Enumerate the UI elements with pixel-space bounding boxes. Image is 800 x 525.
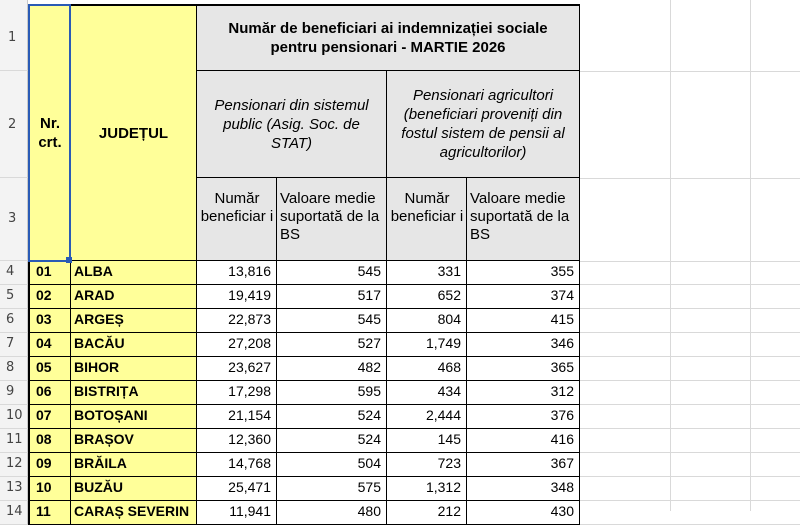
cell-pub-count[interactable]: 27,208: [197, 333, 277, 357]
cell-agr-value[interactable]: 365: [467, 357, 580, 381]
cell-county[interactable]: ARGEȘ: [71, 309, 197, 333]
cell-code[interactable]: 04: [28, 333, 71, 357]
cell-code[interactable]: 10: [28, 477, 71, 501]
grid-line: [580, 404, 800, 405]
grid-line: [580, 332, 800, 333]
cell-code[interactable]: 11: [28, 501, 71, 525]
header-agr-value[interactable]: Valoare medie suportată de la BS: [467, 178, 580, 261]
cell-code[interactable]: 01: [28, 261, 71, 285]
row-header[interactable]: 12: [0, 453, 28, 477]
cell-agr-count[interactable]: 1,749: [387, 333, 467, 357]
row-header[interactable]: 6: [0, 309, 28, 333]
cell-pub-count[interactable]: 19,419: [197, 285, 277, 309]
cell-pub-count[interactable]: 23,627: [197, 357, 277, 381]
cell-agr-count[interactable]: 331: [387, 261, 467, 285]
header-nr-crt[interactable]: Nr. crt.: [28, 4, 71, 261]
cell-county[interactable]: BACĂU: [71, 333, 197, 357]
grid-line: [580, 500, 800, 501]
cell-county[interactable]: BOTOȘANI: [71, 405, 197, 429]
cell-agr-count[interactable]: 212: [387, 501, 467, 525]
header-agr-count[interactable]: Număr beneficiar i: [387, 178, 467, 261]
cell-county[interactable]: BRAȘOV: [71, 429, 197, 453]
cell-agr-count[interactable]: 468: [387, 357, 467, 381]
grid-line: [750, 0, 751, 511]
row-header[interactable]: 8: [0, 357, 28, 381]
row-header-2[interactable]: 2: [0, 71, 28, 178]
header-group-public[interactable]: Pensionari din sistemul public (Asig. Soc. de STAT): [197, 71, 387, 178]
cell-county[interactable]: ARAD: [71, 285, 197, 309]
cell-county[interactable]: ALBA: [71, 261, 197, 285]
cell-code[interactable]: 07: [28, 405, 71, 429]
cell-agr-value[interactable]: 416: [467, 429, 580, 453]
cell-pub-count[interactable]: 22,873: [197, 309, 277, 333]
header-pub-count[interactable]: Număr beneficiar i: [197, 178, 277, 261]
cell-pub-value[interactable]: 480: [277, 501, 387, 525]
header-pub-value[interactable]: Valoare medie suportată de la BS: [277, 178, 387, 261]
grid-line: [580, 428, 800, 429]
cell-agr-count[interactable]: 2,444: [387, 405, 467, 429]
cell-pub-value[interactable]: 545: [277, 261, 387, 285]
row-header[interactable]: 11: [0, 429, 28, 453]
grid-line: [580, 284, 800, 285]
cell-agr-value[interactable]: 376: [467, 405, 580, 429]
cell-code[interactable]: 08: [28, 429, 71, 453]
cell-agr-value[interactable]: 367: [467, 453, 580, 477]
cell-county[interactable]: BRĂILA: [71, 453, 197, 477]
cell-code[interactable]: 06: [28, 381, 71, 405]
cell-pub-value[interactable]: 595: [277, 381, 387, 405]
cell-pub-value[interactable]: 517: [277, 285, 387, 309]
cell-pub-count[interactable]: 12,360: [197, 429, 277, 453]
cell-agr-count[interactable]: 1,312: [387, 477, 467, 501]
cell-county[interactable]: BUZĂU: [71, 477, 197, 501]
row-header-3[interactable]: 3: [0, 178, 28, 261]
cell-pub-value[interactable]: 524: [277, 429, 387, 453]
grid-line: [580, 308, 800, 309]
grid-line: [580, 178, 800, 179]
cell-agr-value[interactable]: 430: [467, 501, 580, 525]
grid-line: [580, 476, 800, 477]
header-main-title[interactable]: Număr de beneficiari ai indemnizației sociale pentru pensionari - MARTIE 2026: [197, 4, 580, 71]
cell-pub-value[interactable]: 504: [277, 453, 387, 477]
cell-code[interactable]: 09: [28, 453, 71, 477]
row-header-1[interactable]: 1: [0, 0, 28, 71]
cell-agr-count[interactable]: 804: [387, 309, 467, 333]
cell-agr-value[interactable]: 312: [467, 381, 580, 405]
cell-pub-value[interactable]: 527: [277, 333, 387, 357]
row-header[interactable]: 7: [0, 333, 28, 357]
cell-pub-count[interactable]: 14,768: [197, 453, 277, 477]
cell-agr-count[interactable]: 652: [387, 285, 467, 309]
grid-line: [580, 71, 800, 72]
cell-agr-count[interactable]: 723: [387, 453, 467, 477]
row-header[interactable]: 5: [0, 285, 28, 309]
cell-pub-count[interactable]: 11,941: [197, 501, 277, 525]
row-header[interactable]: 13: [0, 477, 28, 501]
grid-line: [580, 380, 800, 381]
cell-agr-count[interactable]: 145: [387, 429, 467, 453]
cell-code[interactable]: 02: [28, 285, 71, 309]
cell-pub-count[interactable]: 17,298: [197, 381, 277, 405]
grid-line: [580, 356, 800, 357]
cell-county[interactable]: BISTRIȚA: [71, 381, 197, 405]
grid-line: [670, 0, 671, 511]
cell-county[interactable]: BIHOR: [71, 357, 197, 381]
row-header[interactable]: 14: [0, 501, 28, 525]
cell-pub-count[interactable]: 13,816: [197, 261, 277, 285]
row-header[interactable]: 10: [0, 405, 28, 429]
cell-code[interactable]: 03: [28, 309, 71, 333]
cell-agr-value[interactable]: 346: [467, 333, 580, 357]
row-header[interactable]: 4: [0, 261, 28, 285]
header-judetul[interactable]: JUDEȚUL: [71, 4, 197, 261]
cell-pub-count[interactable]: 21,154: [197, 405, 277, 429]
fill-handle[interactable]: [66, 257, 72, 263]
grid-line: [580, 261, 800, 262]
cell-pub-value[interactable]: 524: [277, 405, 387, 429]
cell-agr-value[interactable]: 355: [467, 261, 580, 285]
cell-agr-value[interactable]: 374: [467, 285, 580, 309]
cell-county[interactable]: CARAȘ SEVERIN: [71, 501, 197, 525]
cell-pub-value[interactable]: 545: [277, 309, 387, 333]
header-group-agri[interactable]: Pensionari agricultori (beneficiari proveniți din fostul sistem de pensii al agricultorilor): [387, 71, 580, 178]
cell-code[interactable]: 05: [28, 357, 71, 381]
grid-line: [580, 452, 800, 453]
cell-pub-value[interactable]: 482: [277, 357, 387, 381]
cell-agr-value[interactable]: 348: [467, 477, 580, 501]
cell-agr-value[interactable]: 415: [467, 309, 580, 333]
cell-pub-count[interactable]: 25,471: [197, 477, 277, 501]
row-header[interactable]: 9: [0, 381, 28, 405]
cell-pub-value[interactable]: 575: [277, 477, 387, 501]
cell-agr-count[interactable]: 434: [387, 381, 467, 405]
